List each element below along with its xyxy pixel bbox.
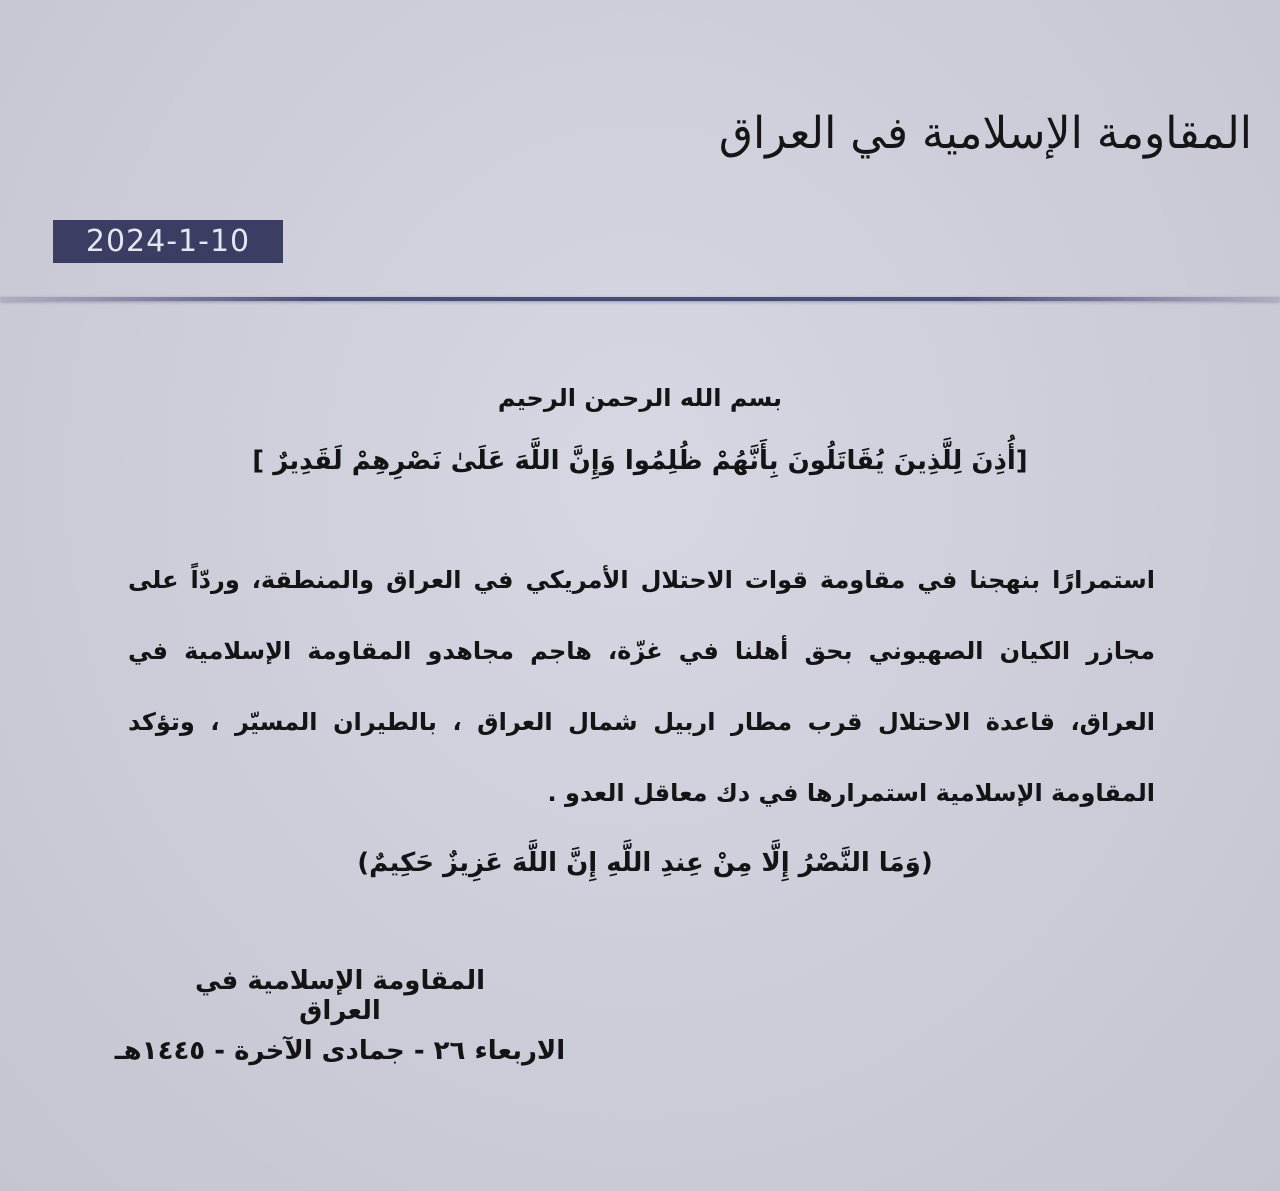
date-badge: 2024-1-10 [53,220,283,263]
statement-body: استمرارًا بنهجنا في مقاومة قوات الاحتلال الأمريكي في العراق والمنطقة، وردّاً على مجازر الكيان الصهيوني بحق أهلنا في غزّة، هاجم مجاهدو المقاومة الإسلامية في العراق، قاعدة الاحتلال قرب مطار اربيل شمال العراق ، بالطيران المسيّر ، وتؤكد المقاومة الإسلامية استمرارها في دك معاقل العدو . [128,566,1155,807]
organization-logo: المقاومة الإسلامية في العراق [718,108,1252,159]
hijri-date: الاربعاء ٢٦ - جمادى الآخرة - ١٤٤٥هـ [114,1036,566,1066]
opening-verse: [أُذِنَ لِلَّذِينَ يُقَاتَلُونَ بِأَنَّهُمْ ظُلِمُوا وَإِنَّ اللَّهَ عَلَىٰ نَصْرِهِمْ لَقَدِيرٌ ] [252,446,1028,476]
header-divider [0,297,1280,301]
signature: المقاومة الإسلامية في العراق [194,966,486,1026]
closing-verse: (وَمَا النَّصْرُ إِلَّا مِنْ عِندِ اللَّهِ إِنَّ اللَّهَ عَزِيزٌ حَكِيمٌ) [357,848,933,878]
basmala-heading: بسم الله الرحمن الرحيم [497,384,783,412]
